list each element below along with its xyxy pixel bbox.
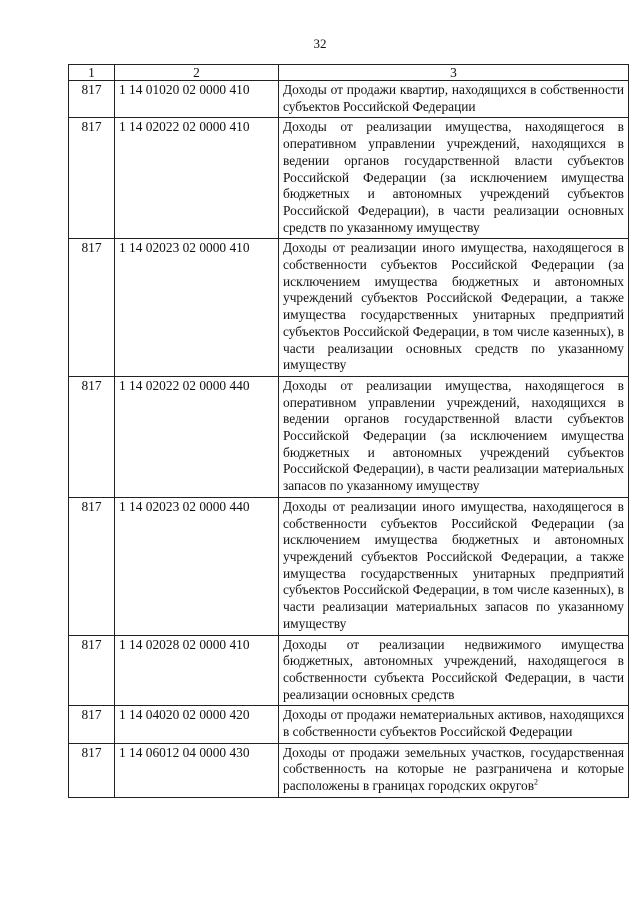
table-row bbox=[69, 118, 629, 239]
revenue-code-cell: 1 14 02023 02 0000 440 bbox=[115, 497, 279, 635]
admin-code-cell: 817 bbox=[69, 635, 115, 706]
revenue-name-cell: Доходы от продажи квартир, находящихся в собственности субъектов Российской Федерации bbox=[279, 81, 629, 118]
revenue-name-cell: Доходы от реализации имущества, находящегося в оперативном управлении учреждений, находящихся в ведении органов государственной власти субъектов Российской Федерации (за исключением имущества бюджетных и автономных учреждений субъектов Российской Федерации), в части реализации основных средств по указанному имуществу bbox=[279, 118, 629, 239]
table-row bbox=[69, 706, 629, 743]
header-row bbox=[69, 65, 629, 81]
footnote-marker: 2 bbox=[534, 777, 539, 787]
revenue-name-cell: Доходы от реализации иного имущества, находящегося в собственности субъектов Российской Федерации (за исключением имущества бюджетных и автономных учреждений субъектов Российской Федерации, а также имущества государственных унитарных предприятий субъектов Российской Федерации, в том числе казенных), в части реализации материальных запасов по указанному имуществу bbox=[279, 497, 629, 635]
revenue-name-cell: Доходы от реализации недвижимого имущества бюджетных, автономных учреждений, находящегося в собственности субъекта Российской Федерации, в части реализации основных средств bbox=[279, 635, 629, 706]
admin-code-cell: 817 bbox=[69, 239, 115, 377]
table-body bbox=[69, 81, 629, 798]
revenue-name-cell bbox=[279, 743, 629, 797]
revenue-code-cell: 1 14 02028 02 0000 410 bbox=[115, 635, 279, 706]
revenue-code-cell: 1 14 06012 04 0000 430 bbox=[115, 743, 279, 797]
table-header bbox=[69, 65, 629, 81]
revenue-code-cell: 1 14 04020 02 0000 420 bbox=[115, 706, 279, 743]
admin-code-cell: 817 bbox=[69, 497, 115, 635]
page-number: 32 bbox=[313, 36, 327, 51]
column-header-1: 1 bbox=[69, 65, 115, 81]
revenue-code-cell: 1 14 02022 02 0000 440 bbox=[115, 376, 279, 497]
admin-code-cell: 817 bbox=[69, 81, 115, 118]
admin-code-cell: 817 bbox=[69, 743, 115, 797]
revenue-name-cell: Доходы от реализации имущества, находящегося в оперативном управлении учреждений, находящихся в ведении органов государственной власти субъектов Российской Федерации (за исключением имущества бюджетных и автономных учреждений субъектов Российской Федерации), в части реализации материальных запасов по указанному имуществу bbox=[279, 376, 629, 497]
revenue-code-cell: 1 14 02022 02 0000 410 bbox=[115, 118, 279, 239]
revenue-code-cell: 1 14 01020 02 0000 410 bbox=[115, 81, 279, 118]
table-row bbox=[69, 497, 629, 635]
revenue-codes-table bbox=[68, 64, 629, 798]
revenue-name-cell: Доходы от продажи нематериальных активов, находящихся в собственности субъектов Российской Федерации bbox=[279, 706, 629, 743]
table-row bbox=[69, 743, 629, 797]
table-row bbox=[69, 81, 629, 118]
admin-code-cell: 817 bbox=[69, 118, 115, 239]
table-row bbox=[69, 635, 629, 706]
revenue-code-cell: 1 14 02023 02 0000 410 bbox=[115, 239, 279, 377]
column-header-2: 2 bbox=[115, 65, 279, 81]
column-header-3: 3 bbox=[279, 65, 629, 81]
admin-code-cell: 817 bbox=[69, 706, 115, 743]
revenue-name-text: Доходы от продажи земельных участков, государственная собственность на которые не разграничена и которые расположены в границах городских округов bbox=[283, 744, 624, 794]
table-row bbox=[69, 239, 629, 377]
table-row bbox=[69, 376, 629, 497]
revenue-name-cell: Доходы от реализации иного имущества, находящегося в собственности субъектов Российской Федерации (за исключением имущества бюджетных и автономных учреждений субъектов Российской Федерации, а также имущества государственных унитарных предприятий субъектов Российской Федерации, в том числе казенных), в части реализации основных средств по указанному имуществу bbox=[279, 239, 629, 377]
admin-code-cell: 817 bbox=[69, 376, 115, 497]
